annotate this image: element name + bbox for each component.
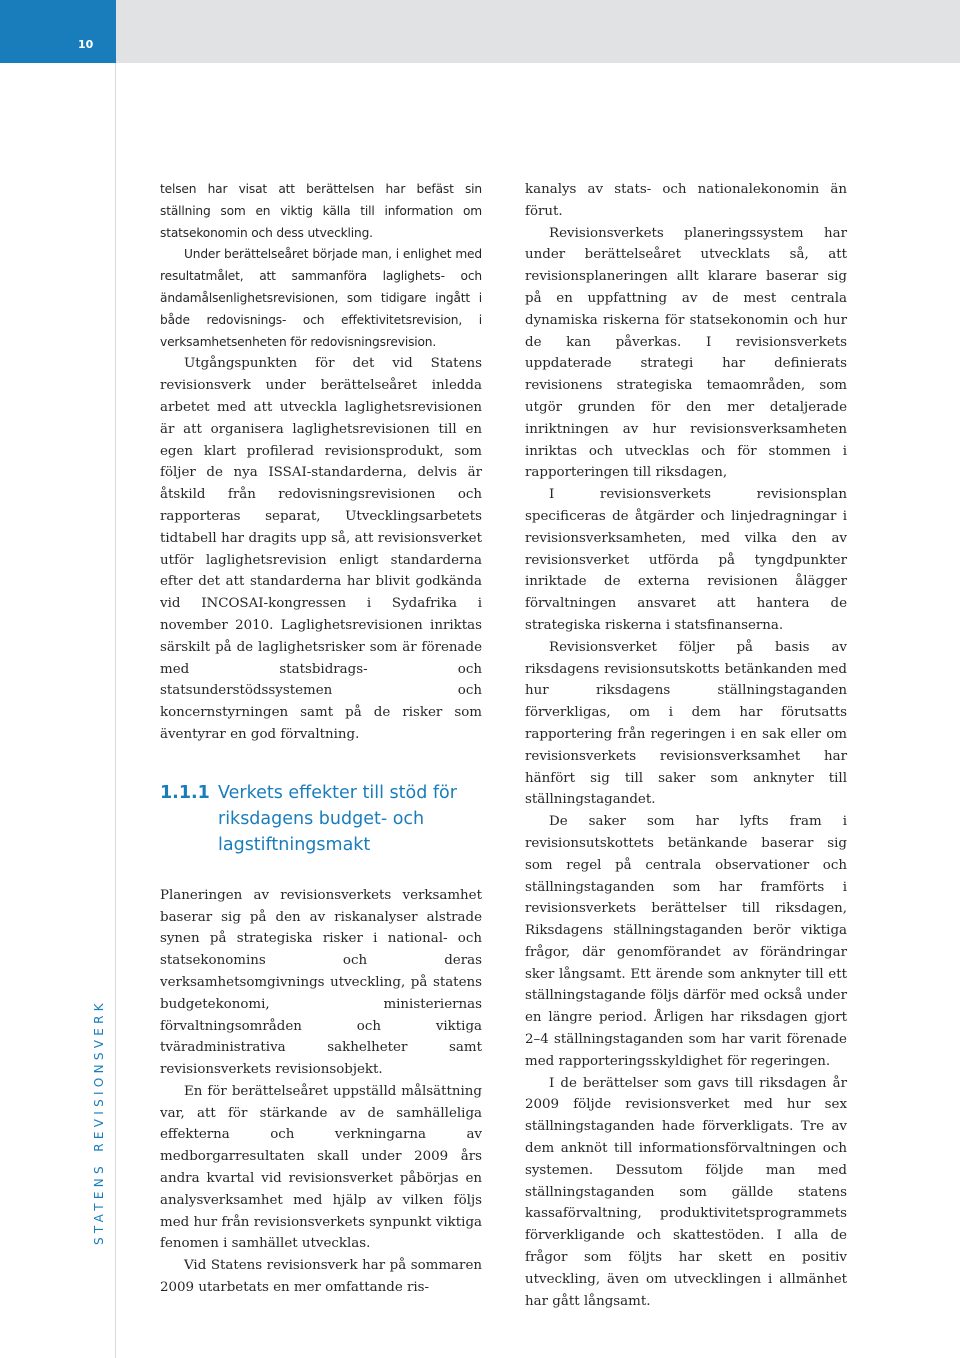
paragraph: Planeringen av revisionsverkets verksamhet baserar sig på den av riskanalyser alstrade synen på strategiska risker i national- och statsekonomins och deras verksamhetsomgivnings utveckling, på statens budgetekonomi, ministeriernas förvaltningsområden och viktiga tväradministrativa sakhelheter samt revisionsverkets revisionsobjekt. xyxy=(160,887,482,1078)
paragraph: De saker som har lyfts fram i revisionsutskottets betänkande baserar sig som regel på centrala observationer och ställningstaganden som har framförts i revisionsverkets berättelser till riksdagen, Riksdagens ställningstaganden berör viktiga frågor, där genomförandet av förändringar sker långsamt. Ett ärende som anknyter till ett ställningstagande följs därför med också under en längre period. Årligen har riksdagen gjort 2–4 ställningstaganden som har varit förenade med rapporteringsskyldighet för regeringen. xyxy=(525,814,847,1069)
right-column xyxy=(525,179,847,1312)
header-bar xyxy=(0,0,960,63)
paragraph: Under berättelseåret började man, i enlighet med resultatmålet, att sammanföra laglighets- och ändamålsenlighetsrevisionen, som tidigare ingått i både redovisnings- och effektivitetsrevision, i verksamhetsenheten för redovisningsrevision. xyxy=(160,247,482,349)
side-label-word2: REVISIONSVERK xyxy=(92,999,106,1152)
paragraph: Revisionsverket följer på basis av riksdagens revisionsutskotts betänkanden med hur riksdagens ställningstaganden förverkligas, om i dem har förutsatts rapportering från regeringen i en sak eller om revisionsverkets revisionsverksamhet har hänfört sig till saker som anknyter till ställningstagandet. xyxy=(525,639,847,808)
paragraph: Revisionsverkets planeringssystem har under berättelseåret utvecklats så, att revisionsplaneringen allt klarare baserar sig på en uppfattning av de mest centrala dynamiska riskerna för statsekonomin och hur de kan påverkas. I revisionsverkets uppdaterade strategi har definierats revisionens strategiska temaområden, som utgör grunden för den mer detaljerade inriktningen av hur revisionsverksamheten inriktas och utvecklas och för stommen i rapporteringen till riksdagen, xyxy=(525,225,847,481)
paragraph: En för berättelseåret uppställd målsättning var, att för stärkande av de samhälleliga effekterna och verkningarna av medborgarresultaten skall under 2009 års andra kvartal vid revisionsverket påbörjas en analysverksamhet med hjälp av vilken följs med hur från revisionsverkets synpunkt viktiga fenomen i samhället utvecklas. xyxy=(160,1083,482,1252)
paragraph: Utgångspunkten för det vid Statens revisionsverk under berättelseåret inledda arbetet med att utveckla laglighetsrevisionen är att organisera laglighetsrevisionen till en egen klart profilerad revisionsprodukt, som följer de nya ISSAI-standarderna, delvis är åtskild från redovisningsrevisionen och rapporteras separat, Utvecklingsarbetets tidtabell har dragits upp så, att revisionsverket utför laglighetsrevision enligt standarderna efter det att standarderna har blivit godkända vid INCOSAI-kongressen i Sydafrika i november 2010. Laglighetsrevisionen inriktas särskilt på de laglighetsrisker som är förenade med statsbidrags- och statsunderstödssystemen och koncernstyrningen samt på de risker som äventyrar en god förvaltning. xyxy=(160,356,482,742)
paragraph: Vid Statens revisionsverk har på sommaren 2009 utarbetats en mer omfattande ris- xyxy=(160,1258,482,1296)
page-number-tab xyxy=(0,0,116,63)
section-number: 1.1.1 xyxy=(160,782,210,803)
left-column xyxy=(160,179,482,1299)
side-publisher-label xyxy=(92,999,106,1245)
paragraph: kanalys av stats- och nationalekonomin än förut. xyxy=(525,182,847,219)
section-title: Verkets effekter till stöd för riksdagens budget- och lagstiftningsmakt xyxy=(218,782,457,855)
side-label-word1: STATENS xyxy=(92,1162,106,1245)
paragraph: telsen har visat att berättelsen har befäst sin ställning som en viktig källa till information om statsekonomin och dess utveckling. xyxy=(160,182,482,240)
paragraph: I de berättelser som gavs till riksdagen år 2009 följde revisionsverket med hur sex ställningstaganden hade förverkligats. Tre av dem anknöt till informationsförvaltningen och systemen. Dessutom följde man med ställningstaganden som gällde statens kassaförvaltning, produktivitetsprogrammets förverkligande och skattestöden. I alla de frågor som följts har skett en positiv utveckling, även om utvecklingen i allmänhet har gått långsamt. xyxy=(525,1075,847,1309)
paragraph: I revisionsverkets revisionsplan specificeras de åtgärder och linjedragningar i revisionsverksamheten, med vilka den av revisionsverket utförda på tyngdpunkter inriktade de externa revisionen ålägger förvaltningen ansvaret att hantera de strategiska riskerna i statsfinanserna. xyxy=(525,487,847,633)
section-heading xyxy=(160,780,482,858)
page-number: 10 xyxy=(78,38,94,51)
